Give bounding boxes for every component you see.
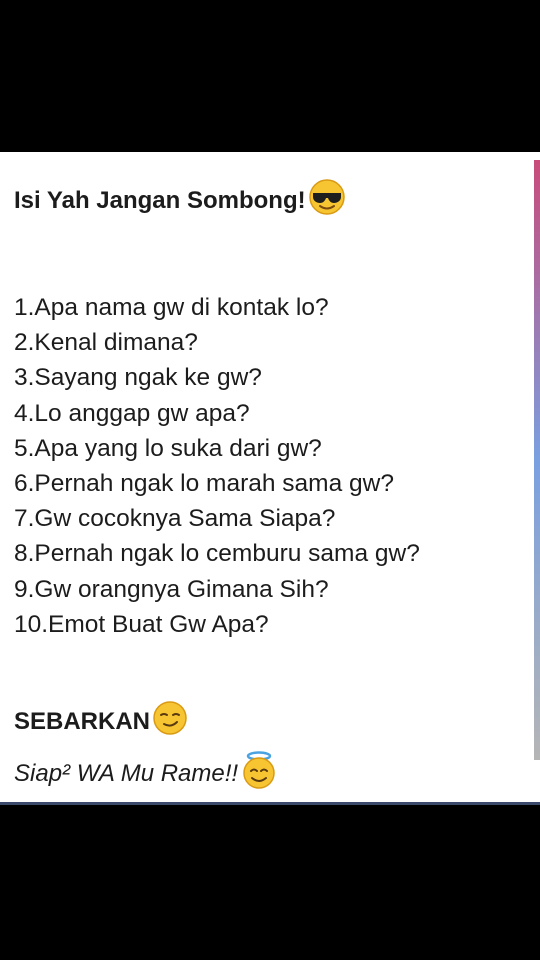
smirk-emoji-icon	[152, 700, 188, 743]
question-list	[14, 290, 420, 642]
card-edge-decoration	[534, 160, 540, 760]
list-item: 4.Lo anggap gw apa?	[14, 399, 250, 427]
sunglasses-emoji-icon	[308, 178, 346, 223]
post-title	[14, 178, 346, 223]
post-title-text: Isi Yah Jangan Sombong!	[14, 186, 306, 214]
list-item: 6.Pernah ngak lo marah sama gw?	[14, 470, 394, 498]
list-item: 8.Pernah ngak lo cemburu sama gw?	[14, 540, 420, 568]
list-item: 3.Sayang ngak ke gw?	[14, 364, 262, 392]
halo-smile-emoji-icon	[240, 750, 278, 797]
list-item: 10.Emot Buat Gw Apa?	[14, 610, 269, 638]
card-bottom-border	[0, 802, 540, 805]
list-item: 2.Kenal dimana?	[14, 329, 198, 357]
share-callout	[14, 700, 188, 743]
list-item: 5.Apa yang lo suka dari gw?	[14, 434, 322, 462]
list-item: 9.Gw orangnya Gimana Sih?	[14, 575, 329, 603]
closing-text: Siap² WA Mu Rame!!	[14, 759, 239, 787]
list-item: 1.Apa nama gw di kontak lo?	[14, 294, 329, 321]
share-label: SEBARKAN	[14, 707, 151, 735]
list-item: 7.Gw cocoknya Sama Siapa?	[14, 505, 336, 533]
closing-line	[14, 750, 278, 797]
